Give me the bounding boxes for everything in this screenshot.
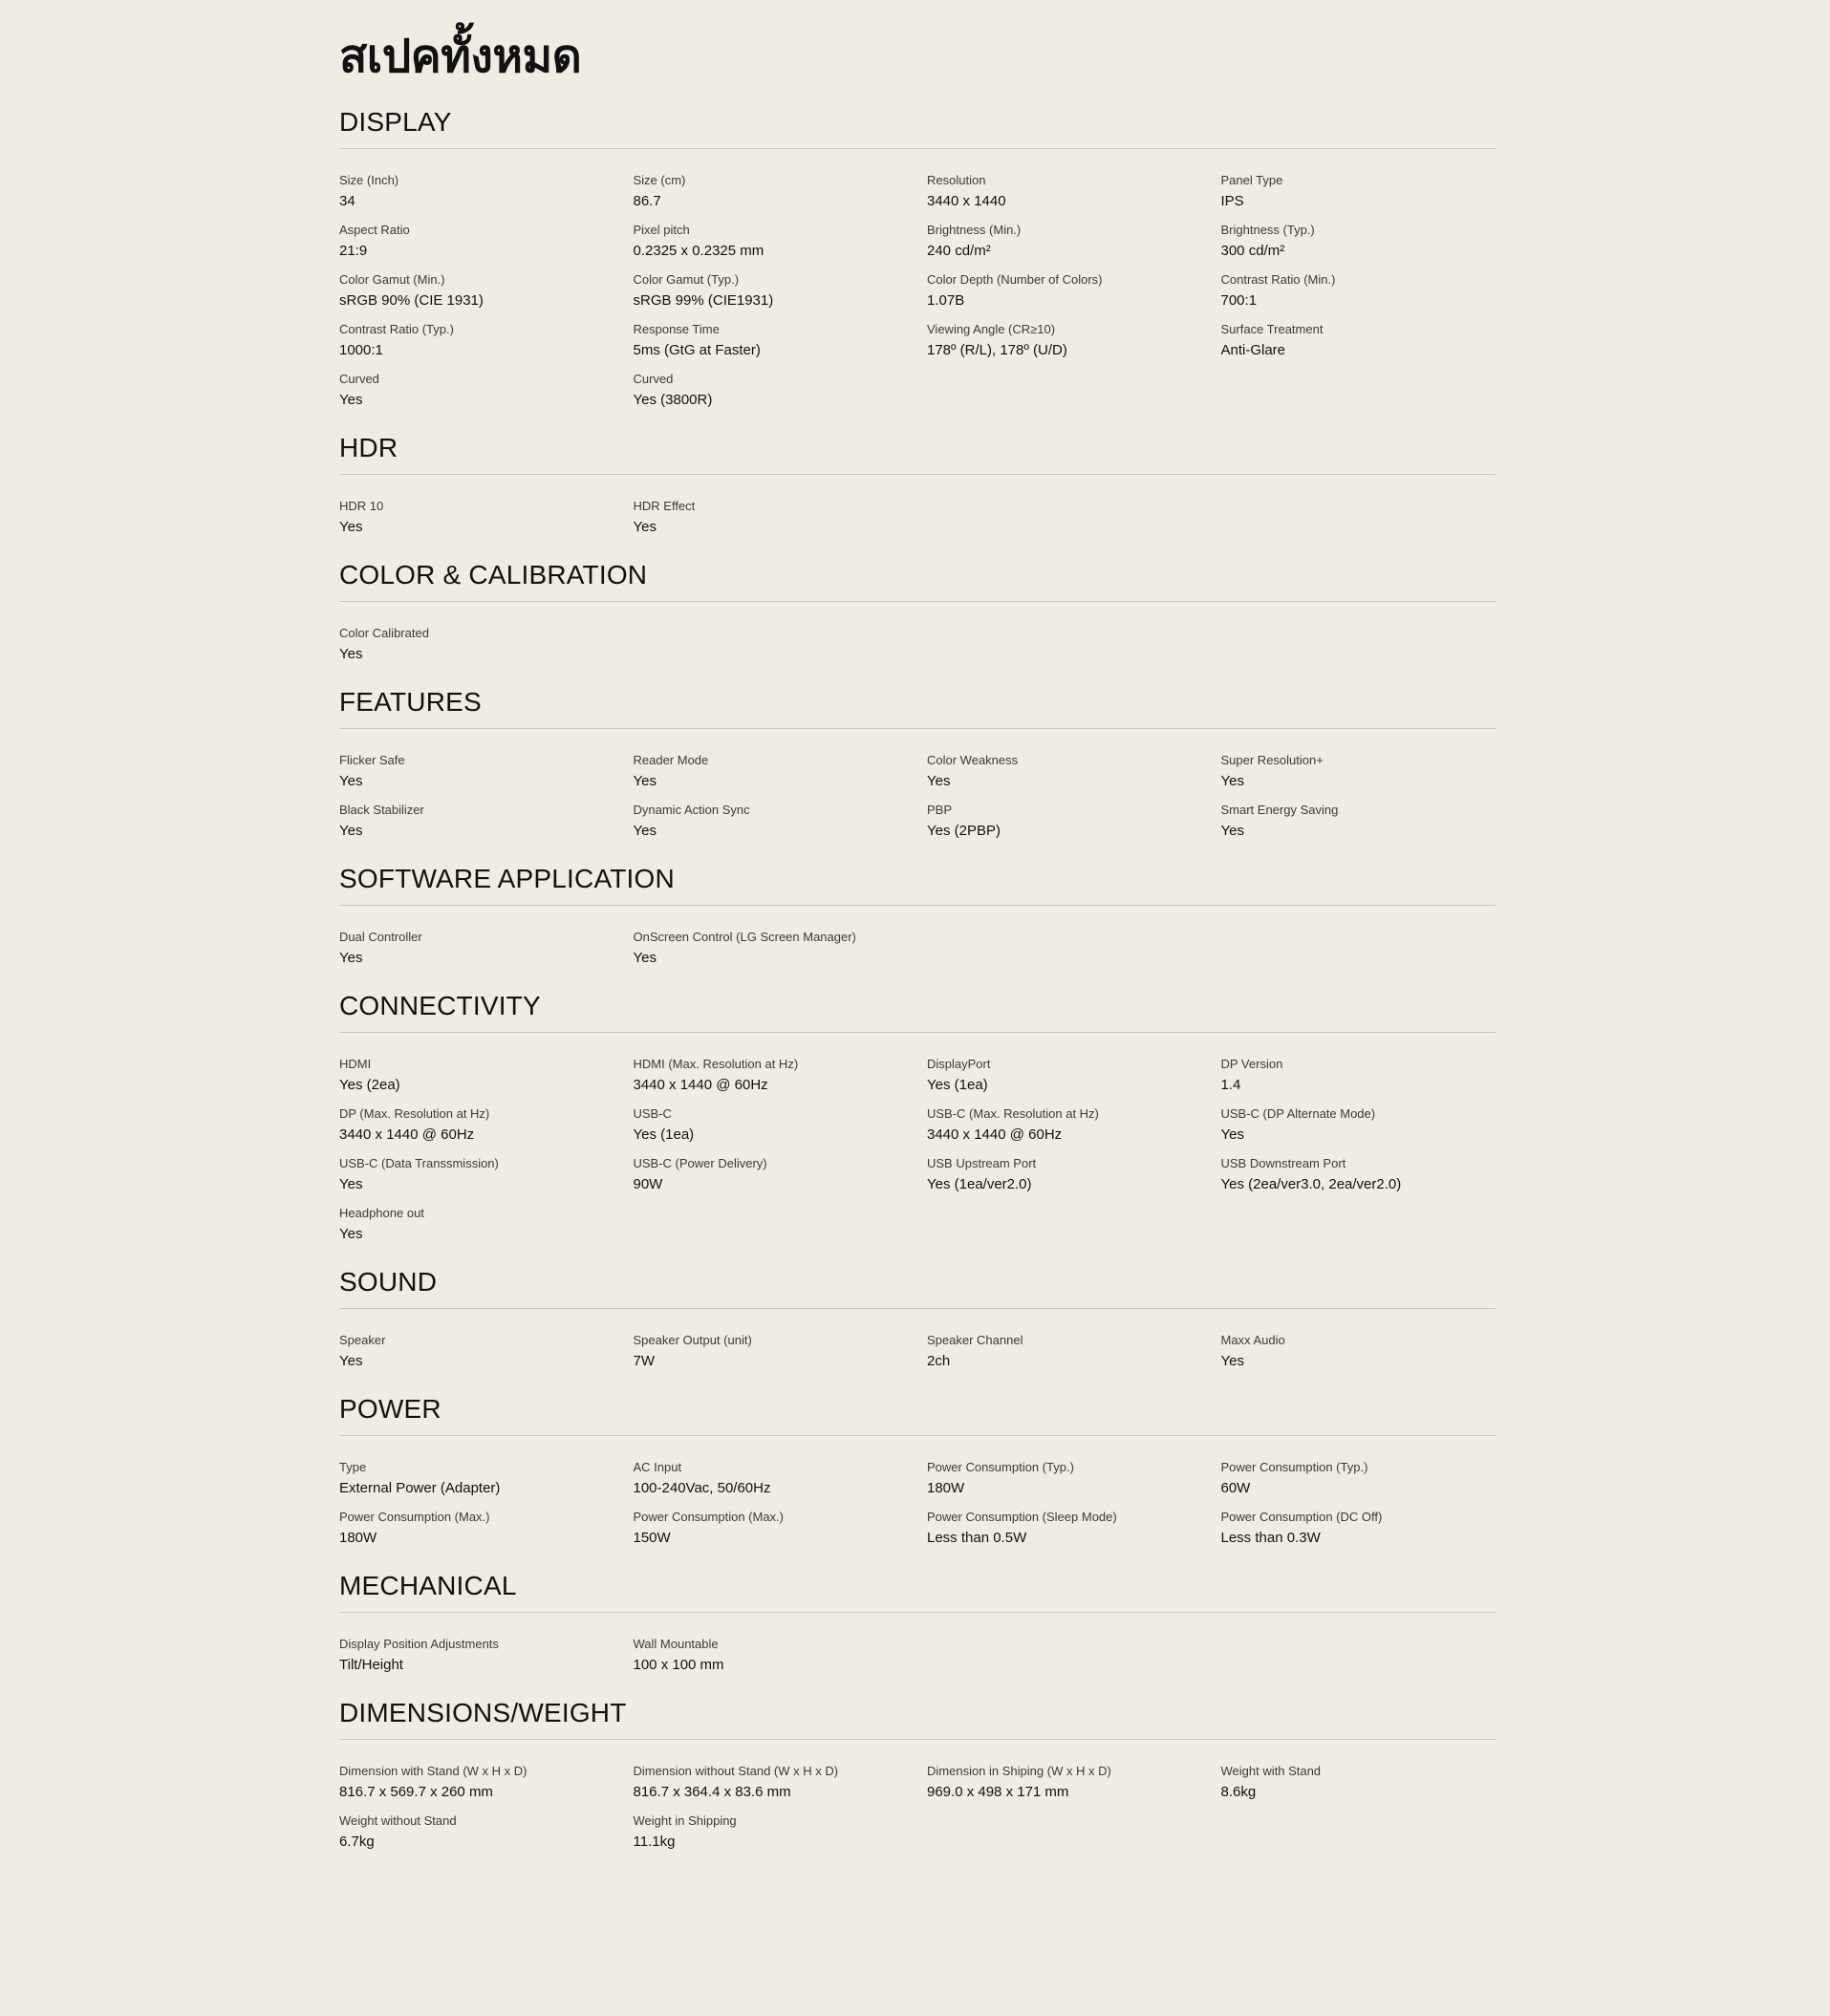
spec-value: 100-240Vac, 50/60Hz xyxy=(633,1480,771,1496)
spec-value: Yes xyxy=(1220,1126,1244,1143)
spec-item xyxy=(927,1762,1221,1804)
spec-item xyxy=(339,497,634,539)
spec-label: HDMI (Max. Resolution at Hz) xyxy=(633,1057,799,1071)
spec-value: sRGB 90% (CIE 1931) xyxy=(339,292,484,309)
spec-item xyxy=(927,320,1221,362)
spec-label: HDR Effect xyxy=(633,499,696,513)
spec-value: Yes (2ea/ver3.0, 2ea/ver2.0) xyxy=(1220,1176,1402,1192)
spec-value: 11.1kg xyxy=(633,1834,676,1850)
spec-value: 6.7kg xyxy=(339,1834,375,1850)
section-divider xyxy=(339,474,1496,475)
spec-item xyxy=(1221,1762,1516,1804)
spec-item xyxy=(634,221,928,263)
spec-value: 180W xyxy=(927,1480,965,1496)
spec-value: 150W xyxy=(633,1530,671,1546)
spec-value: 3440 x 1440 xyxy=(927,193,1006,209)
spec-value: Yes xyxy=(339,773,363,789)
spec-grid xyxy=(339,751,1496,843)
spec-label: Color Gamut (Typ.) xyxy=(633,272,740,287)
spec-label: Curved xyxy=(339,372,379,386)
spec-value: 7W xyxy=(633,1353,655,1369)
spec-item xyxy=(339,221,634,263)
spec-section-connectivity xyxy=(339,985,1496,1246)
spec-label: AC Input xyxy=(633,1460,682,1474)
spec-value: External Power (Adapter) xyxy=(339,1480,501,1496)
spec-item xyxy=(339,1508,634,1550)
spec-value: Yes (2PBP) xyxy=(927,823,1001,839)
spec-item xyxy=(1221,1154,1516,1196)
spec-item xyxy=(634,1331,928,1373)
section-title: DISPLAY xyxy=(339,107,452,137)
spec-section-display xyxy=(339,101,1496,412)
spec-item xyxy=(1221,1508,1516,1550)
spec-label: DP (Max. Resolution at Hz) xyxy=(339,1106,490,1121)
section-title: SOUND xyxy=(339,1267,438,1297)
spec-value: 5ms (GtG at Faster) xyxy=(633,342,761,358)
spec-label: USB-C (Power Delivery) xyxy=(633,1156,767,1170)
spec-item xyxy=(1221,1331,1516,1373)
spec-value: IPS xyxy=(1220,193,1244,209)
spec-item xyxy=(634,1812,928,1854)
spec-item xyxy=(927,221,1221,263)
spec-item xyxy=(927,801,1221,843)
spec-item xyxy=(1221,751,1516,793)
spec-item xyxy=(1221,171,1516,213)
spec-grid xyxy=(339,1055,1496,1246)
spec-item xyxy=(339,928,634,970)
spec-label: Brightness (Min.) xyxy=(927,223,1022,237)
spec-item xyxy=(339,1812,634,1854)
spec-label: Dimension with Stand (W x H x D) xyxy=(339,1764,527,1778)
spec-section-software-application xyxy=(339,858,1496,970)
spec-item xyxy=(339,1105,634,1147)
spec-item xyxy=(339,624,634,666)
spec-label: PBP xyxy=(927,803,953,817)
spec-value: 60W xyxy=(1220,1480,1251,1496)
spec-label: Power Consumption (Max.) xyxy=(339,1510,490,1524)
page-title: สเปคทั้งหมด xyxy=(339,32,582,82)
spec-value: Yes xyxy=(633,950,657,966)
spec-item xyxy=(927,1055,1221,1097)
spec-label: Panel Type xyxy=(1220,173,1283,187)
spec-item xyxy=(339,1458,634,1500)
spec-value: 1.07B xyxy=(927,292,965,309)
spec-section-sound xyxy=(339,1261,1496,1373)
spec-value: Yes xyxy=(339,1226,363,1242)
spec-value: Yes (3800R) xyxy=(633,392,713,408)
spec-value: Yes (2ea) xyxy=(339,1077,400,1093)
spec-value: Tilt/Height xyxy=(339,1657,403,1673)
spec-item xyxy=(927,270,1221,312)
spec-label: HDMI xyxy=(339,1057,372,1071)
spec-label: USB-C (Data Transsmission) xyxy=(339,1156,499,1170)
section-divider xyxy=(339,1739,1496,1740)
spec-item xyxy=(634,1154,928,1196)
spec-value: Yes xyxy=(1220,1353,1244,1369)
spec-item xyxy=(1221,221,1516,263)
spec-label: Weight in Shipping xyxy=(633,1813,737,1828)
spec-value: 21:9 xyxy=(339,243,368,259)
spec-label: Color Gamut (Min.) xyxy=(339,272,445,287)
spec-item xyxy=(634,801,928,843)
spec-label: DisplayPort xyxy=(927,1057,991,1071)
spec-value: sRGB 99% (CIE1931) xyxy=(633,292,774,309)
spec-value: Less than 0.3W xyxy=(1220,1530,1321,1546)
spec-item xyxy=(634,1635,928,1677)
spec-grid xyxy=(339,497,1496,539)
spec-item xyxy=(339,801,634,843)
section-divider xyxy=(339,1435,1496,1436)
section-title: DIMENSIONS/WEIGHT xyxy=(339,1698,627,1727)
spec-item xyxy=(927,171,1221,213)
spec-item xyxy=(634,320,928,362)
spec-value: Yes xyxy=(1220,823,1244,839)
spec-value: Less than 0.5W xyxy=(927,1530,1027,1546)
spec-label: USB-C (DP Alternate Mode) xyxy=(1220,1106,1376,1121)
spec-label: Color Depth (Number of Colors) xyxy=(927,272,1103,287)
section-title: SOFTWARE APPLICATION xyxy=(339,864,675,893)
section-divider xyxy=(339,1032,1496,1033)
spec-item xyxy=(339,751,634,793)
spec-item xyxy=(634,1105,928,1147)
spec-value: 240 cd/m² xyxy=(927,243,991,259)
spec-item xyxy=(634,497,928,539)
spec-value: 969.0 x 498 x 171 mm xyxy=(927,1784,1069,1800)
spec-label: Power Consumption (Max.) xyxy=(633,1510,784,1524)
spec-label: USB-C xyxy=(633,1106,672,1121)
section-divider xyxy=(339,1308,1496,1309)
spec-label: Speaker Output (unit) xyxy=(633,1333,752,1347)
spec-value: Yes xyxy=(633,773,657,789)
spec-item xyxy=(339,270,634,312)
spec-label: Resolution xyxy=(927,173,986,187)
section-divider xyxy=(339,148,1496,149)
spec-item xyxy=(634,270,928,312)
spec-section-color-calibration xyxy=(339,554,1496,666)
spec-label: Viewing Angle (CR≥10) xyxy=(927,322,1056,336)
spec-label: Size (cm) xyxy=(633,173,686,187)
section-divider xyxy=(339,601,1496,602)
spec-item xyxy=(927,1105,1221,1147)
spec-label: Display Position Adjustments xyxy=(339,1637,499,1651)
spec-item xyxy=(1221,1458,1516,1500)
spec-label: Power Consumption (Sleep Mode) xyxy=(927,1510,1117,1524)
section-divider xyxy=(339,1612,1496,1613)
spec-value: Yes xyxy=(339,823,363,839)
spec-value: 1000:1 xyxy=(339,342,383,358)
spec-item xyxy=(339,1204,634,1246)
spec-value: 0.2325 x 0.2325 mm xyxy=(633,243,764,259)
spec-value: Yes xyxy=(339,392,363,408)
spec-item xyxy=(634,1762,928,1804)
spec-label: Brightness (Typ.) xyxy=(1220,223,1315,237)
spec-label: Pixel pitch xyxy=(633,223,690,237)
spec-label: Reader Mode xyxy=(633,753,709,767)
spec-label: Wall Mountable xyxy=(633,1637,719,1651)
spec-item xyxy=(927,1331,1221,1373)
spec-grid xyxy=(339,1331,1496,1373)
spec-label: Flicker Safe xyxy=(339,753,405,767)
section-title: POWER xyxy=(339,1394,441,1424)
spec-item xyxy=(1221,1105,1516,1147)
spec-item xyxy=(634,370,928,412)
spec-label: Aspect Ratio xyxy=(339,223,410,237)
spec-label: Response Time xyxy=(633,322,720,336)
spec-value: 34 xyxy=(339,193,355,209)
spec-value: 1.4 xyxy=(1220,1077,1241,1093)
spec-section-features xyxy=(339,681,1496,843)
spec-value: 700:1 xyxy=(1220,292,1258,309)
section-divider xyxy=(339,905,1496,906)
spec-label: Headphone out xyxy=(339,1206,424,1220)
spec-label: Speaker xyxy=(339,1333,386,1347)
spec-item xyxy=(927,751,1221,793)
spec-value: 178º (R/L), 178º (U/D) xyxy=(927,342,1067,358)
spec-label: Power Consumption (Typ.) xyxy=(927,1460,1074,1474)
spec-item xyxy=(927,1154,1221,1196)
spec-section-power xyxy=(339,1388,1496,1550)
spec-value: Yes xyxy=(633,519,657,535)
spec-item xyxy=(339,1154,634,1196)
section-title: CONNECTIVITY xyxy=(339,991,541,1020)
spec-item xyxy=(1221,1055,1516,1097)
spec-value: 3440 x 1440 @ 60Hz xyxy=(633,1077,768,1093)
spec-item xyxy=(634,928,928,970)
spec-label: Curved xyxy=(633,372,674,386)
spec-item xyxy=(339,370,634,412)
spec-item xyxy=(339,1762,634,1804)
spec-label: Weight with Stand xyxy=(1220,1764,1322,1778)
spec-item xyxy=(634,751,928,793)
spec-label: USB Upstream Port xyxy=(927,1156,1037,1170)
spec-item xyxy=(339,1055,634,1097)
spec-grid xyxy=(339,1458,1496,1550)
spec-item xyxy=(1221,801,1516,843)
spec-label: Color Weakness xyxy=(927,753,1019,767)
spec-label: USB Downstream Port xyxy=(1220,1156,1346,1170)
spec-value: Yes (1ea/ver2.0) xyxy=(927,1176,1032,1192)
spec-label: Power Consumption (Typ.) xyxy=(1220,1460,1368,1474)
spec-value: 300 cd/m² xyxy=(1220,243,1285,259)
spec-label: Size (Inch) xyxy=(339,173,399,187)
spec-label: Black Stabilizer xyxy=(339,803,424,817)
spec-label: Dynamic Action Sync xyxy=(633,803,750,817)
spec-label: HDR 10 xyxy=(339,499,384,513)
spec-label: Weight without Stand xyxy=(339,1813,457,1828)
section-title: FEATURES xyxy=(339,687,482,717)
spec-label: USB-C (Max. Resolution at Hz) xyxy=(927,1106,1099,1121)
spec-label: Power Consumption (DC Off) xyxy=(1220,1510,1383,1524)
spec-item xyxy=(1221,320,1516,362)
spec-value: 90W xyxy=(633,1176,663,1192)
spec-label: Dimension in Shiping (W x H x D) xyxy=(927,1764,1111,1778)
spec-label: Contrast Ratio (Min.) xyxy=(1220,272,1336,287)
spec-value: Yes xyxy=(927,773,951,789)
spec-value: 180W xyxy=(339,1530,377,1546)
spec-value: Yes xyxy=(339,1176,363,1192)
spec-label: Color Calibrated xyxy=(339,626,429,640)
spec-item xyxy=(339,1635,634,1677)
spec-value: 100 x 100 mm xyxy=(633,1657,724,1673)
section-title: MECHANICAL xyxy=(339,1571,517,1600)
spec-item xyxy=(634,1055,928,1097)
spec-grid xyxy=(339,928,1496,970)
spec-grid xyxy=(339,171,1496,412)
spec-item xyxy=(1221,270,1516,312)
section-divider xyxy=(339,728,1496,729)
spec-value: Yes xyxy=(339,1353,363,1369)
spec-grid xyxy=(339,1635,1496,1677)
spec-item xyxy=(339,1331,634,1373)
section-title: HDR xyxy=(339,433,398,462)
spec-label: Type xyxy=(339,1460,367,1474)
spec-item xyxy=(927,1458,1221,1500)
spec-section-dimensions-weight xyxy=(339,1692,1496,1854)
spec-value: 2ch xyxy=(927,1353,951,1369)
spec-label: OnScreen Control (LG Screen Manager) xyxy=(633,930,856,944)
spec-value: 816.7 x 364.4 x 83.6 mm xyxy=(633,1784,791,1800)
spec-value: 3440 x 1440 @ 60Hz xyxy=(339,1126,475,1143)
spec-label: Smart Energy Saving xyxy=(1220,803,1339,817)
spec-item xyxy=(927,1508,1221,1550)
section-title: COLOR & CALIBRATION xyxy=(339,560,648,590)
spec-label: Dual Controller xyxy=(339,930,422,944)
spec-item xyxy=(634,1508,928,1550)
spec-grid xyxy=(339,1762,1496,1854)
spec-item xyxy=(339,171,634,213)
spec-value: 8.6kg xyxy=(1220,1784,1257,1800)
spec-label: DP Version xyxy=(1220,1057,1283,1071)
spec-label: Dimension without Stand (W x H x D) xyxy=(633,1764,839,1778)
spec-value: Yes xyxy=(1220,773,1244,789)
spec-label: Super Resolution+ xyxy=(1220,753,1324,767)
spec-value: Yes xyxy=(339,646,363,662)
spec-item xyxy=(634,1458,928,1500)
spec-grid xyxy=(339,624,1496,666)
spec-value: Anti-Glare xyxy=(1220,342,1286,358)
spec-section-mechanical xyxy=(339,1565,1496,1677)
spec-label: Surface Treatment xyxy=(1220,322,1324,336)
spec-value: 86.7 xyxy=(633,193,661,209)
spec-label: Contrast Ratio (Typ.) xyxy=(339,322,454,336)
spec-value: 816.7 x 569.7 x 260 mm xyxy=(339,1784,493,1800)
spec-value: 3440 x 1440 @ 60Hz xyxy=(927,1126,1063,1143)
spec-value: Yes xyxy=(633,823,657,839)
spec-section-hdr xyxy=(339,427,1496,539)
spec-label: Speaker Channel xyxy=(927,1333,1023,1347)
spec-value: Yes xyxy=(339,519,363,535)
spec-content xyxy=(339,27,1496,1854)
spec-value: Yes (1ea) xyxy=(633,1126,695,1143)
spec-item xyxy=(339,320,634,362)
spec-value: Yes xyxy=(339,950,363,966)
spec-value: Yes (1ea) xyxy=(927,1077,988,1093)
spec-label: Maxx Audio xyxy=(1220,1333,1285,1347)
spec-item xyxy=(634,171,928,213)
